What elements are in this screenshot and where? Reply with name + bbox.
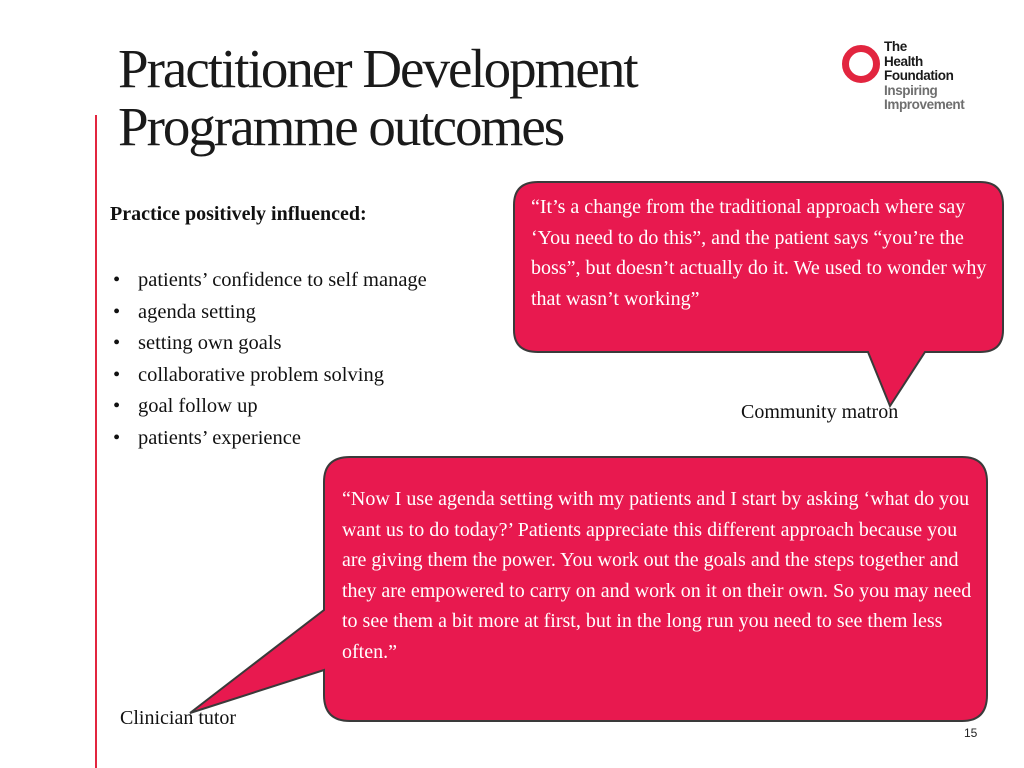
quote-speaker-community-matron: Community matron (741, 401, 899, 423)
logo-line-3: Foundation (884, 68, 954, 83)
list-item-text: patients’ experience (138, 426, 301, 449)
bullet-icon: • (113, 332, 121, 354)
slide-title-line-2: Programme outcomes (118, 96, 564, 157)
bullet-icon: • (113, 395, 121, 417)
list-item-text: agenda setting (138, 300, 256, 323)
bullet-icon: • (113, 426, 121, 449)
list-item-text: setting own goals (138, 332, 282, 354)
quote-clinician-tutor: “Now I use agenda setting with my patients and I start by asking ‘what do you want us to do today?’ Patients appreciate this different approach because you are giving them the power. You work out the goals and the steps together and they are empowered to carry on and work on it on their own. So you may need to see them a bit more at first, but in the long run you need to see them less often.” (342, 488, 972, 663)
bullet-icon: • (113, 363, 121, 386)
logo-line-5: Improvement (884, 97, 965, 112)
list-item-text: goal follow up (138, 395, 258, 417)
logo-line-1: The (884, 39, 907, 54)
logo-line-2: Health (884, 53, 923, 69)
practice-heading: Practice positively influenced: (110, 203, 367, 225)
quote-community-matron: “It’s a change from the traditional approach where say ‘You need to do this”, and the patient says “you’re the boss”, but doesn’t actually do it. We used to wonder why that wasn’t working” (531, 196, 987, 310)
list-item-text: patients’ confidence to self manage (138, 269, 427, 291)
slide-title-line-1: Practitioner Development (118, 38, 637, 99)
page-number: 15 (964, 726, 978, 740)
list-item-text: collaborative problem solving (138, 363, 384, 386)
quote-speaker-clinician-tutor: Clinician tutor (120, 707, 237, 729)
bullet-icon: • (113, 269, 121, 291)
bullet-icon: • (113, 300, 121, 323)
logo-line-4: Inspiring (884, 82, 938, 98)
